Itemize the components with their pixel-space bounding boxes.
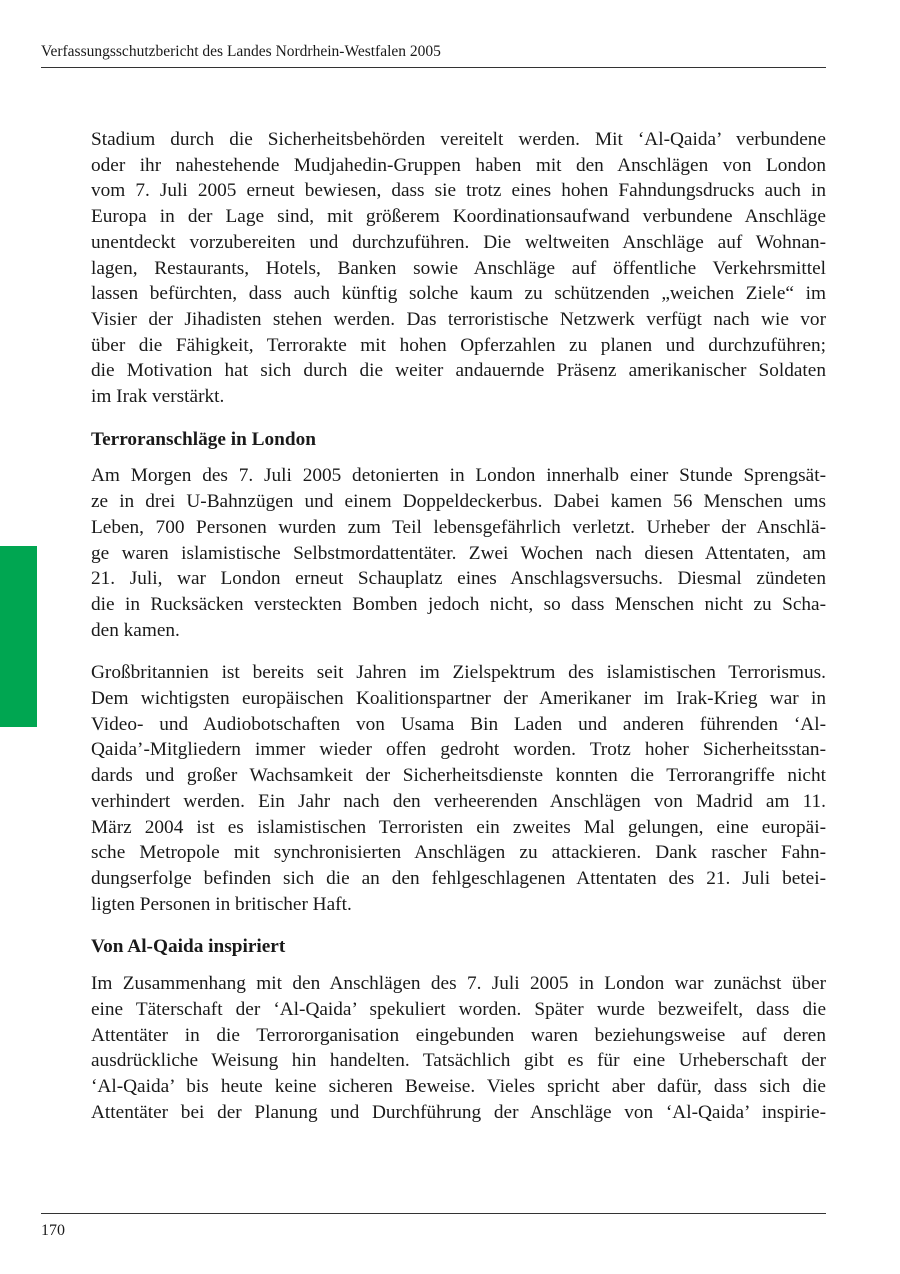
section-heading-al-qaida: Von Al-Qaida inspiriert — [91, 936, 286, 958]
text-line: den kamen. — [91, 619, 180, 641]
body-text — [91, 127, 826, 1125]
text-line: dards und großer Wachsamkeit der Sicherheitsdienste konnten die Terrorangriffe nicht — [91, 765, 826, 787]
text-line: ausdrückliche Weisung hin handelten. Tatsächlich gibt es für eine Urheberschaft der — [91, 1050, 826, 1072]
text-line: lassen befürchten, dass auch künftig solche kaum zu schützenden „weichen Ziele“ im — [91, 283, 826, 305]
text-line: die in Rucksäcken versteckten Bomben jedoch nicht, so dass Menschen nicht zu Scha- — [91, 593, 826, 615]
text-line: vom 7. Juli 2005 erneut bewiesen, dass sie trotz eines hohen Fahndungsdrucks auch in — [91, 180, 826, 202]
text-line: lagen, Restaurants, Hotels, Banken sowie Anschläge auf öffentliche Verkehrsmittel — [91, 257, 826, 279]
text-line: Attentäter in die Terrororganisation eingebunden waren beziehungsweise auf deren — [91, 1024, 826, 1046]
text-line: Im Zusammenhang mit den Anschlägen des 7. Juli 2005 in London war zunächst über — [91, 973, 826, 995]
text-line: ze in drei U-Bahnzügen und einem Doppeldeckerbus. Dabei kamen 56 Menschen ums — [91, 491, 826, 513]
text-line: März 2004 ist es islamistischen Terroristen ein zweites Mal gelungen, eine europäi- — [91, 816, 826, 838]
text-line: unentdeckt vorzubereiten und durchzuführen. Die weltweiten Anschläge auf Wohnan- — [91, 231, 826, 253]
footer-rule — [41, 1213, 826, 1214]
text-line: ge waren islamistische Selbstmordattentäter. Zwei Wochen nach diesen Attentaten, am — [91, 542, 826, 564]
text-line: verhindert werden. Ein Jahr nach den verheerenden Anschlägen von Madrid am 11. — [91, 790, 826, 812]
text-line: Am Morgen des 7. Juli 2005 detonierten in London innerhalb einer Stunde Sprengsät- — [91, 465, 826, 487]
text-line: die Motivation hat sich durch die weiter andauernde Präsenz amerikanischer Soldaten — [91, 360, 826, 382]
paragraph-1 — [91, 127, 826, 410]
text-line: im Irak verstärkt. — [91, 386, 225, 408]
text-line: 21. Juli, war London erneut Schauplatz eines Anschlagsversuchs. Diesmal zündeten — [91, 568, 826, 590]
paragraph-4 — [91, 971, 826, 1125]
chapter-marker-tab — [0, 546, 37, 727]
text-line: Stadium durch die Sicherheitsbehörden vereitelt werden. Mit ‘Al-Qaida’ verbundene — [91, 129, 826, 150]
running-header: Verfassungsschutzbericht des Landes Nordrhein-Westfalen 2005 — [41, 43, 441, 60]
text-line: eine Täterschaft der ‘Al-Qaida’ spekuliert worden. Später wurde bezweifelt, dass die — [91, 998, 826, 1020]
text-line: Leben, 700 Personen wurden zum Teil lebensgefährlich verletzt. Urheber der Anschlä- — [91, 516, 826, 538]
text-line: Europa in der Lage sind, mit größerem Koordinationsaufwand verbundene Anschläge — [91, 206, 826, 228]
text-line: ‘Al-Qaida’ bis heute keine sicheren Beweise. Vieles spricht aber dafür, dass sich die — [91, 1075, 826, 1097]
text-line: ligten Personen in britischer Haft. — [91, 893, 352, 915]
text-line: Visier der Jihadisten stehen werden. Das terroristische Netzwerk verfügt nach wie vor — [91, 308, 826, 330]
paragraph-2 — [91, 463, 826, 643]
text-line: Dem wichtigsten europäischen Koalitionspartner der Amerikaner im Irak-Krieg war in — [91, 688, 826, 710]
text-line: oder ihr nahestehende Mudjahedin-Gruppen haben mit den Anschlägen von London — [91, 154, 826, 176]
text-line: dungserfolge befinden sich die an den fehlgeschlagenen Attentaten des 21. Juli betei- — [91, 867, 826, 889]
text-line: Video- und Audiobotschaften von Usama Bin Laden und anderen führenden ‘Al- — [91, 713, 826, 735]
section-heading-london: Terroranschläge in London — [91, 428, 316, 450]
text-line: Großbritannien ist bereits seit Jahren im Zielspektrum des islamistischen Terrorismus. — [91, 662, 826, 684]
page-number: 170 — [41, 1222, 65, 1239]
text-line: sche Metropole mit synchronisierten Anschlägen zu attackieren. Dank rascher Fahn- — [91, 842, 826, 864]
header-rule — [41, 67, 826, 68]
paragraph-3 — [91, 660, 826, 917]
text-line: über die Fähigkeit, Terrorakte mit hohen Opferzahlen zu planen und durchzuführen; — [91, 334, 826, 356]
text-line: Attentäter bei der Planung und Durchführung der Anschläge von ‘Al-Qaida’ inspirie- — [91, 1101, 826, 1123]
text-line: Qaida’-Mitgliedern immer wieder offen gedroht worden. Trotz hoher Sicherheitsstan- — [91, 739, 826, 761]
